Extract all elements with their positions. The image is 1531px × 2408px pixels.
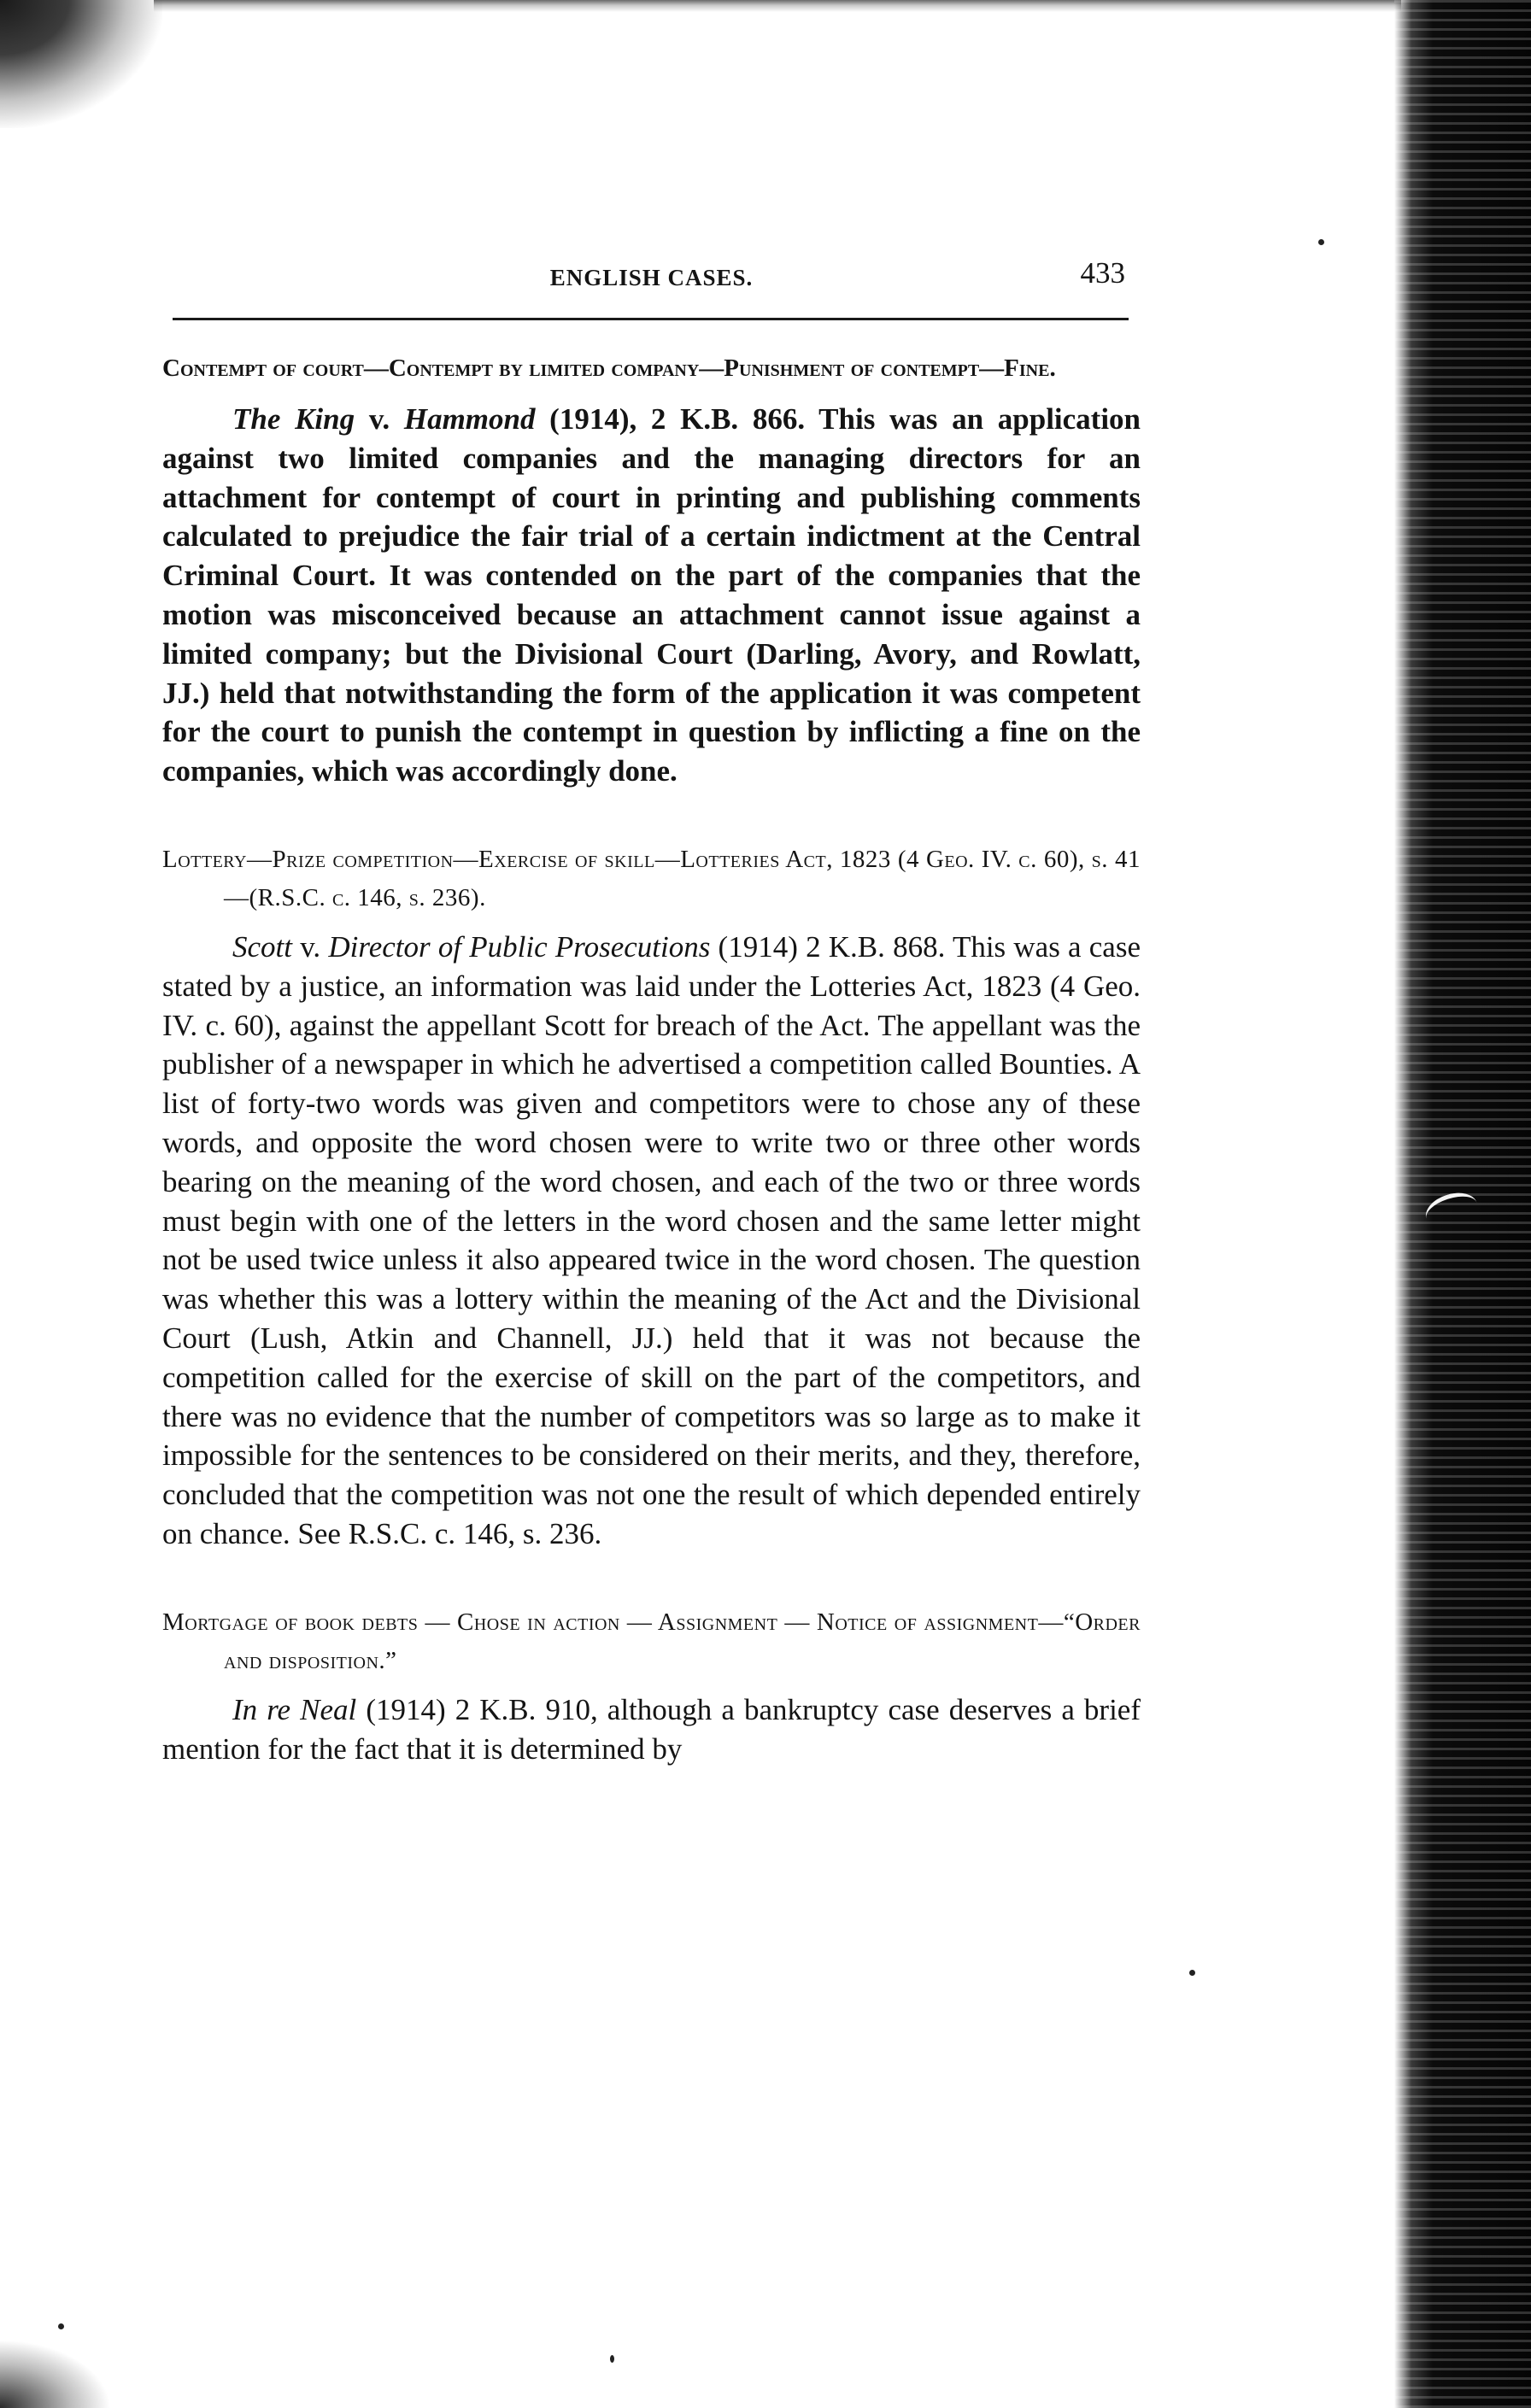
section-heading-mortgage: Mortgage of book debts — Chose in action — Assignment — Notice of assignment—“Order and disposition.”	[162, 1608, 1141, 1674]
header-rule	[173, 318, 1129, 320]
case-versus: v.	[368, 402, 390, 436]
scan-speck	[58, 2323, 64, 2329]
case-paragraph-scott-v-dpp	[162, 928, 1141, 1554]
page-number: 433	[1080, 256, 1125, 290]
scan-edge-bottom-left	[0, 2340, 111, 2408]
case-name-2: Director of Public Prosecutions	[328, 929, 711, 964]
case-text: (1914) 2 K.B. 910, although a bankruptcy case deserves a brief mention for the fact that it is determined by	[162, 1692, 1141, 1766]
book-page	[162, 256, 1141, 1768]
case-text: (1914) 2 K.B. 868. This was a case stated by a justice, an information was laid under the Lotteries Act, 1823 (4 Geo. IV. c. 60), against the appellant Scott for breach of the Act. The appellant was the publisher of a newspaper in which he advertised a competition called Bounties. A list of forty-two words was given and competitors were to chose any of these words, and opposite the word chosen were to write two or three other words bearing on the meaning of the word chosen, and each of the two or three words must begin with one of the letters in the word chosen and the same letter might not be used twice unless it also appeared twice in the word chosen. The question was whether this was a lottery within the meaning of the Act and the Divisional Court (Lush, Atkin and Channell, JJ.) held that it was not because the competition called for the exercise of skill on the part of the competitors, and there was no evidence that the number of competitors was so large as to make it impossible for the sentences to be considered on their merits, and they, therefore, concluded that the competition was not one the result of which depended entirely on chance. See R.S.C. c. 146, s. 236.	[162, 929, 1141, 1550]
scan-edge-top	[154, 0, 1401, 12]
section-heading-contempt: Contempt of court—Contempt by limited company—Punishment of contempt—Fine.	[162, 354, 1056, 382]
scan-speck	[610, 2355, 614, 2363]
case-name-2: Hammond	[403, 402, 536, 436]
scan-edge-top-left	[0, 0, 162, 128]
scan-speck	[1189, 1970, 1195, 1976]
section-heading-lottery: Lottery—Prize competition—Exercise of skill—Lotteries Act, 1823 (4 Geo. IV. c. 60), s. 41—(R.S.C. c. 146, s. 236).	[162, 845, 1141, 911]
case-name: Scott	[232, 929, 292, 964]
case-name: In re Neal	[232, 1692, 357, 1726]
case-versus: v.	[300, 929, 321, 964]
scan-speck	[1318, 239, 1324, 245]
running-title: ENGLISH CASES.	[549, 265, 754, 290]
case-paragraph-in-re-neal	[162, 1690, 1141, 1769]
running-head	[162, 256, 1141, 301]
case-name: The King	[232, 402, 355, 436]
case-text: (1914), 2 K.B. 866. This was an application against two limited companies and the managing directors for an attachment for contempt of court in printing and publishing comments calculated to prejudice the fair trial of a certain indictment at the Central Criminal Court. It was contended on the part of the companies that the motion was misconceived because an attachment cannot issue against a limited company; but the Divisional Court (Darling, Avory, and Rowlatt, JJ.) held that notwithstanding the form of the application it was competent for the court to punish the contempt in question by inflicting a fine on the companies, which was accordingly done.	[162, 402, 1141, 788]
case-paragraph-king-v-hammond	[162, 400, 1141, 791]
